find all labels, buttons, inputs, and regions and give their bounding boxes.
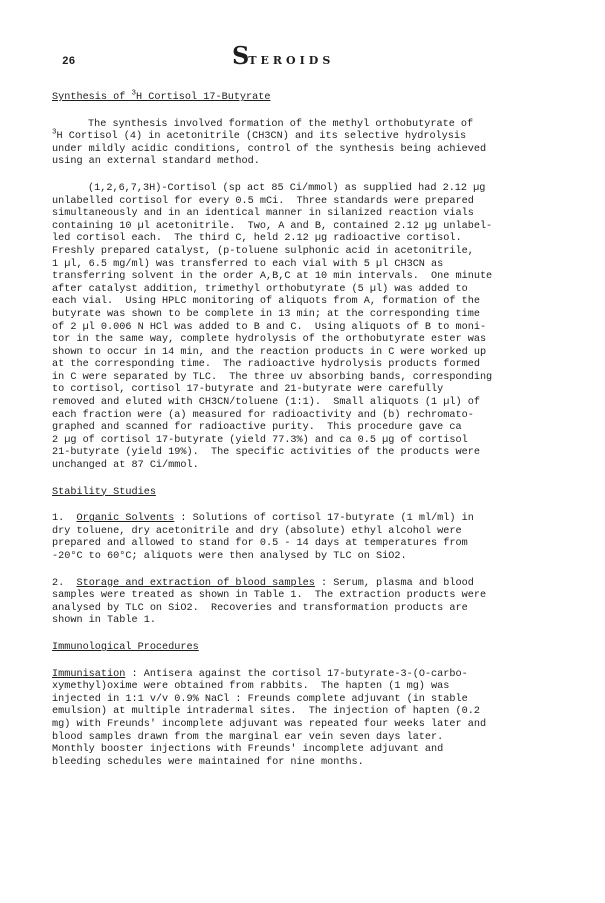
section-heading-synthesis: Synthesis of $^3$H Cortisol 17-Butyrate xyxy=(52,89,271,103)
paragraph-synthesis-procedure: (1,2,6,7,3H)-Cortisol (sp act 85 Ci/mmol) as supplied had 2.12 µg unlabelled cortisol for every 0.5 mCi. Three standards were prepared simultaneously and in an identical manner in silanized reaction vials containing 10 µl acetonitrile. Two, A and B, contained 2.12 µg unlabel- led cortisol each. The third C, held 2.12 µg radioactive cortisol. Freshly prepared catalyst, (p-toluene sulphonic acid in acetonitrile, 1 µl, 6.5 mg/ml) was transferred to each vial with 5 µl CH3CN as transferring solvent in the order A,B,C at 10 min intervals. One minute after catalyst addition, trimethyl orthobutyrate (5 µl) was added to each vial. Using HPLC monitoring of aliquots from A, formation of the butyrate was shown to be complete in 13 min; at the corresponding time of 2 µl 0.006 N HCl was added to B and C. Using aliquots of B to moni- tor in the same way, complete hydrolysis of the orthobutyrate ester was shown to occur in 14 min, and the reaction products in C were worked up at the corresponding time. The radioactive hydrolysis products formed in C were separated by TLC. The three uv absorbing bands, corresponding to cortisol, cortisol 17-butyrate and 21-butyrate were carefully removed and eluted with CH3CN/toluene (1:1). Small aliquots (1 µl) of each fraction were (a) measured for radioactivity and (b) rechromato- graphed and scanned for radioactive purity. This procedure gave ca 2 µg of cortisol 17-butyrate (yield 77.3%) and ca 0.5 µg of cortisol 21-butyrate (yield 19%). The specific activities of the products were unchanged at 87 Ci/mmol. xyxy=(52,182,493,472)
journal-title-initial: S xyxy=(232,41,249,70)
stability-item-blood-samples: 2. Storage and extraction of blood samples : Serum, plasma and blood samples were treated as shown in Table 1. The extraction products were analysed by TLC on SiO2. Recoveries and transformation products are shown in Table 1. xyxy=(52,577,487,627)
paper-page xyxy=(52,41,552,769)
stability-item-organic-solvents: 1. Organic Solvents : Solutions of cortisol 17-butyrate (1 ml/ml) in dry toluene, dry acetonitrile and dry (absolute) ethyl alcohol were prepared and allowed to stand for 0.5 - 14 days at temperatures from -20°C to 60°C; aliquots were then analysed by TLC on SiO2. xyxy=(52,513,474,562)
page-number: 26 xyxy=(62,56,76,68)
paragraph-immunisation: Immunisation : Antisera against the cortisol 17-butyrate-3-(O-carbo- xymethyl)oxime were obtained from rabbits. The hapten (1 mg) was injected in 1:1 v/v 0.9% NaCl : Freunds complete adjuvant (in stable emulsion) at multiple intradermal sites. The injection of hapten (0.2 mg) with Freunds' incomplete adjuvant was repeated four weeks later and blood samples drawn from the marginal ear vein seven days later. Monthly booster injections with Freunds' incomplete adjuvant and bleeding schedules were maintained for nine months. xyxy=(52,668,487,768)
journal-title xyxy=(232,41,335,70)
journal-title-rest: TEROIDS xyxy=(248,54,335,67)
section-heading-immunological: Immunological Procedures xyxy=(52,641,199,653)
paragraph-synthesis-intro: The synthesis involved formation of the methyl orthobutyrate of $^3$H Cortisol (4) in acetonitrile (CH3CN) and its selective hydrolysis under mildly acidic conditions, control of the synthesis being achieved using an external standard method. xyxy=(52,118,487,168)
section-heading-stability: Stability Studies xyxy=(52,486,156,498)
page-header xyxy=(52,41,552,72)
